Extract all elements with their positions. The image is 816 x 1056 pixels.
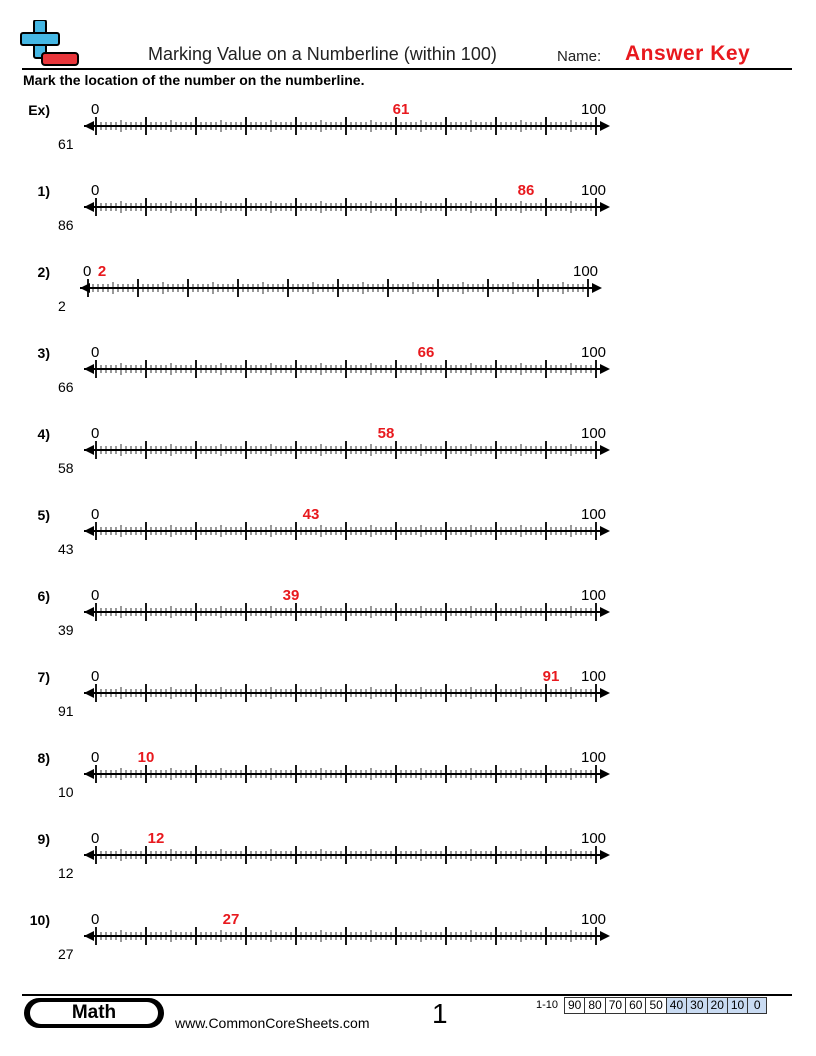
right-arrow-icon xyxy=(600,688,610,698)
numberline-start-label: 0 xyxy=(91,830,100,847)
score-cell: 30 xyxy=(686,997,707,1014)
problem-number: 10) xyxy=(29,912,50,928)
right-arrow-icon xyxy=(600,121,610,131)
numberline xyxy=(80,197,620,217)
left-arrow-icon xyxy=(84,931,94,941)
problem-row xyxy=(0,102,816,162)
numberline xyxy=(80,764,620,784)
numberline-end-label: 100 xyxy=(581,830,607,847)
numberline-end-label: 100 xyxy=(581,344,607,361)
problem-number: 4) xyxy=(37,426,50,442)
numberline-start-label: 0 xyxy=(91,344,100,361)
page-title: Marking Value on a Numberline (within 100) xyxy=(148,44,497,64)
numberline xyxy=(80,845,620,865)
problem-number: 3) xyxy=(37,345,50,361)
target-value: 66 xyxy=(58,379,74,395)
right-arrow-icon xyxy=(600,364,610,374)
right-arrow-icon xyxy=(600,445,610,455)
subject-badge xyxy=(24,998,164,1028)
numberline xyxy=(80,278,620,298)
answer-mark: 12 xyxy=(147,830,165,847)
problem-number: 2) xyxy=(37,264,50,280)
answer-mark: 66 xyxy=(417,344,435,361)
numberline-start-label: 0 xyxy=(91,668,100,685)
numberline xyxy=(80,683,620,703)
left-arrow-icon xyxy=(84,445,94,455)
numberline-end-label: 100 xyxy=(581,911,607,928)
target-value: 2 xyxy=(58,298,66,314)
score-cell: 10 xyxy=(727,997,748,1014)
numberline-start-label: 0 xyxy=(91,182,100,199)
numberline-start-label: 0 xyxy=(91,425,100,442)
right-arrow-icon xyxy=(600,769,610,779)
problem-number: 6) xyxy=(37,588,50,604)
numberline-start-label: 0 xyxy=(91,911,100,928)
problem-row xyxy=(0,183,816,243)
score-table xyxy=(565,997,767,1014)
answer-mark: 61 xyxy=(392,101,410,118)
subject-label: Math xyxy=(30,1002,158,1024)
numberline-start-label: 0 xyxy=(91,506,100,523)
problem-row xyxy=(0,831,816,891)
target-value: 27 xyxy=(58,946,74,962)
target-value: 43 xyxy=(58,541,74,557)
numberline-end-label: 100 xyxy=(581,749,607,766)
score-cell: 20 xyxy=(707,997,728,1014)
website-url: www.CommonCoreSheets.com xyxy=(175,1015,370,1031)
numberline-start-label: 0 xyxy=(83,263,92,280)
page-number: 1 xyxy=(432,998,448,1029)
answer-mark: 10 xyxy=(137,749,155,766)
score-cell: 50 xyxy=(645,997,666,1014)
score-cell: 0 xyxy=(747,997,767,1014)
score-cell: 90 xyxy=(564,997,585,1014)
problem-number: Ex) xyxy=(28,102,50,118)
numberline xyxy=(80,116,620,136)
answer-mark: 2 xyxy=(97,263,107,280)
name-label: Name: xyxy=(557,48,602,65)
left-arrow-icon xyxy=(84,607,94,617)
right-arrow-icon xyxy=(592,283,602,293)
target-value: 10 xyxy=(58,784,74,800)
score-cell: 70 xyxy=(605,997,626,1014)
answer-key-label: Answer Key xyxy=(625,42,751,65)
left-arrow-icon xyxy=(84,121,94,131)
numberline-start-label: 0 xyxy=(91,101,100,118)
problem-row xyxy=(0,264,816,324)
problem-row xyxy=(0,345,816,405)
numberline-start-label: 0 xyxy=(91,749,100,766)
problem-number: 1) xyxy=(37,183,50,199)
problem-number: 9) xyxy=(37,831,50,847)
answer-mark: 86 xyxy=(517,182,535,199)
numberline-end-label: 100 xyxy=(581,425,607,442)
target-value: 61 xyxy=(58,136,74,152)
left-arrow-icon xyxy=(84,526,94,536)
numberline xyxy=(80,602,620,622)
left-arrow-icon xyxy=(84,769,94,779)
answer-mark: 27 xyxy=(222,911,240,928)
instructions: Mark the location of the number on the numberline. xyxy=(23,72,365,88)
problem-row xyxy=(0,912,816,972)
problem-row xyxy=(0,507,816,567)
right-arrow-icon xyxy=(600,526,610,536)
right-arrow-icon xyxy=(600,607,610,617)
problem-row xyxy=(0,669,816,729)
target-value: 91 xyxy=(58,703,74,719)
answer-mark: 58 xyxy=(377,425,395,442)
numberline-end-label: 100 xyxy=(581,668,607,685)
right-arrow-icon xyxy=(600,931,610,941)
score-cell: 40 xyxy=(666,997,687,1014)
numberline-end-label: 100 xyxy=(581,506,607,523)
target-value: 12 xyxy=(58,865,74,881)
answer-mark: 91 xyxy=(542,668,560,685)
score-cell: 60 xyxy=(625,997,646,1014)
left-arrow-icon xyxy=(84,202,94,212)
numberline xyxy=(80,359,620,379)
numberline-end-label: 100 xyxy=(581,587,607,604)
left-arrow-icon xyxy=(84,364,94,374)
score-range: 1-10 xyxy=(536,999,559,1011)
problem-row xyxy=(0,750,816,810)
numberline-end-label: 100 xyxy=(573,263,599,280)
numberline xyxy=(80,440,620,460)
answer-mark: 39 xyxy=(282,587,300,604)
numberline-end-label: 100 xyxy=(581,182,607,199)
logo-icon xyxy=(20,20,80,70)
problem-row xyxy=(0,426,816,486)
problem-number: 7) xyxy=(37,669,50,685)
score-cell: 80 xyxy=(584,997,605,1014)
problem-number: 8) xyxy=(37,750,50,766)
numberline-start-label: 0 xyxy=(91,587,100,604)
numberline xyxy=(80,521,620,541)
problem-row xyxy=(0,588,816,648)
left-arrow-icon xyxy=(84,688,94,698)
target-value: 86 xyxy=(58,217,74,233)
problem-number: 5) xyxy=(37,507,50,523)
right-arrow-icon xyxy=(600,202,610,212)
answer-mark: 43 xyxy=(302,506,320,523)
target-value: 58 xyxy=(58,460,74,476)
numberline xyxy=(80,926,620,946)
header-divider xyxy=(22,68,792,70)
left-arrow-icon xyxy=(84,850,94,860)
right-arrow-icon xyxy=(600,850,610,860)
footer-divider xyxy=(22,994,792,996)
target-value: 39 xyxy=(58,622,74,638)
numberline-end-label: 100 xyxy=(581,101,607,118)
